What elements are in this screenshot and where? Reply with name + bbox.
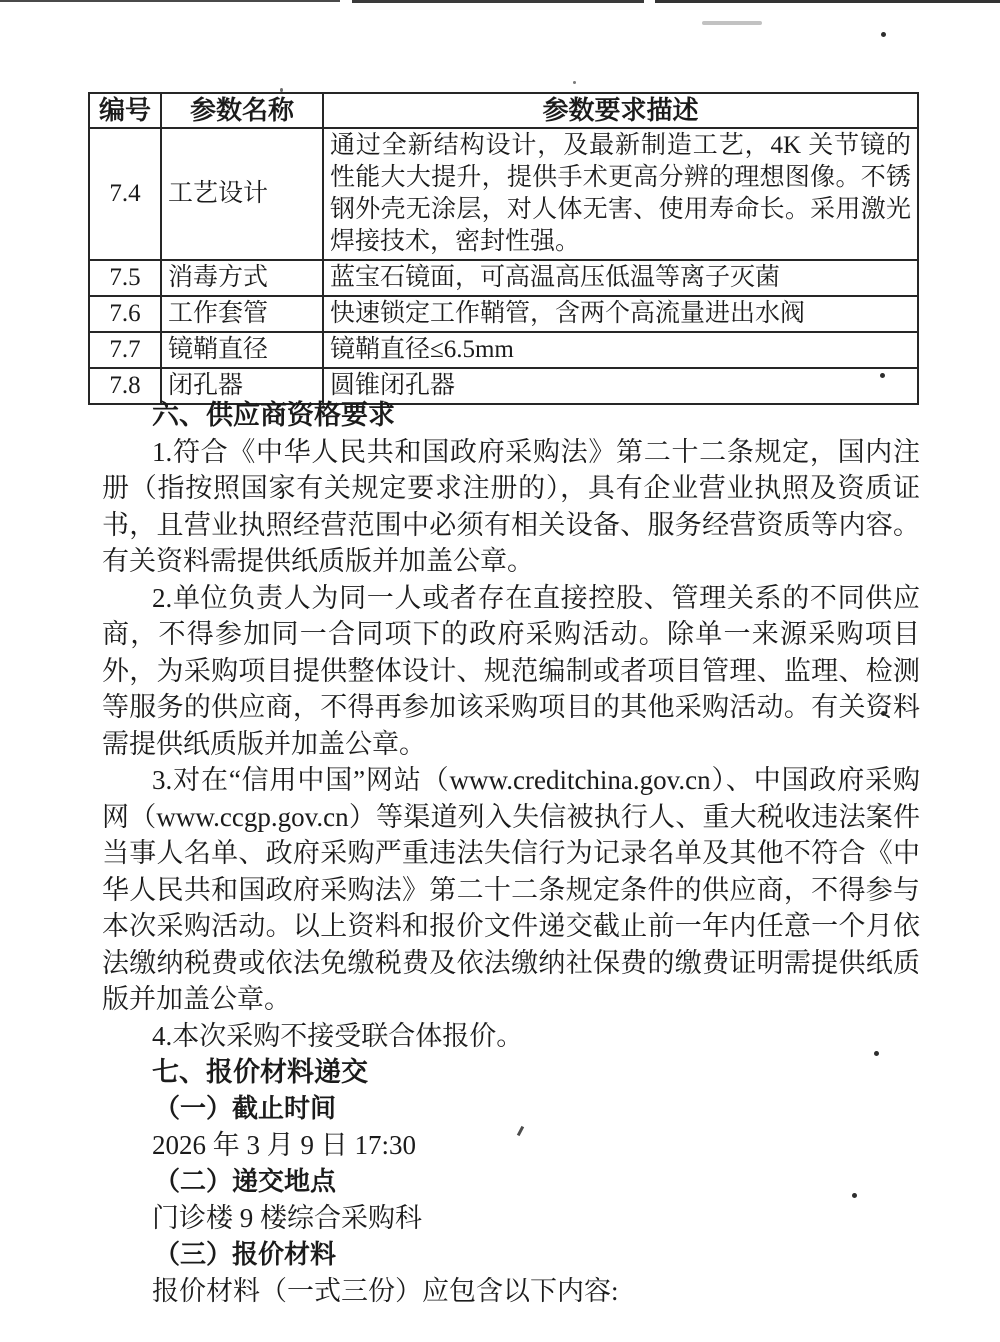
- section-7-item-1-value: 2026 年 3 月 9 日 17:30: [152, 1130, 417, 1160]
- section-6-paragraph-2: 2.单位负责人为同一人或者存在直接控股、管理关系的不同供应商，不得参加同一合同项下的政府采购活动。除单一来源采购项目外，为采购项目提供整体设计、规范编制或者项目管理、监理、检测等服务的供应商，不得再参加该采购项目的其他采购活动。有关资料需提供纸质版并加盖公章。: [102, 582, 920, 759]
- cell-id: 7.8: [89, 368, 161, 404]
- spec-table: [88, 92, 919, 405]
- cell-name: 镜鞘直径: [161, 332, 323, 368]
- cell-desc: 镜鞘直径≤6.5mm: [323, 332, 918, 368]
- table-header-row: [89, 93, 918, 128]
- section-6-heading: 六、供应商资格要求: [152, 400, 395, 430]
- section-6-paragraph-4: 4.本次采购不接受联合体报价。: [152, 1020, 524, 1051]
- cell-name: 工艺设计: [161, 128, 323, 260]
- section-7-item-1-label: （一）截止时间: [154, 1093, 337, 1123]
- scan-edge-artifact: [655, 0, 1000, 3]
- column-header-id: 编号: [89, 93, 161, 128]
- document-body: [102, 397, 920, 1310]
- cell-desc: 通过全新结构设计，及最新制造工艺，4K 关节镜的性能大大提升，提供手术更高分辨的理想图像。不锈钢外壳无涂层，对人体无害、使用寿命长。采用激光焊接技术，密封性强。: [323, 128, 918, 260]
- table-row-7-4: [89, 128, 918, 260]
- scan-dot-artifact: [881, 32, 886, 37]
- scan-edge-artifact: [352, 0, 644, 3]
- cell-name: 闭孔器: [161, 368, 323, 404]
- table-row-7-5: [89, 260, 918, 296]
- section-7-item-2-value: 门诊楼 9 楼综合采购科: [152, 1203, 422, 1233]
- cell-id: 7.6: [89, 296, 161, 332]
- cell-name: 消毒方式: [161, 260, 323, 296]
- scan-dot-artifact: [573, 81, 576, 84]
- section-6-paragraph-1: 1.符合《中华人民共和国政府采购法》第二十二条规定，国内注册（指按照国家有关规定要求注册的），具有企业营业执照及资质证书，且营业执照经营范围中必须有相关设备、服务经营资质等内容。有关资料需提供纸质版并加盖公章。: [102, 436, 920, 576]
- section-7-item-3-label: （三）报价材料: [154, 1239, 337, 1269]
- section-6-paragraph-3: 3.对在“信用中国”网站（www.creditchina.gov.cn）、中国政府采购网（www.ccgp.gov.cn）等渠道列入失信被执行人、重大税收违法案件当事人名单、政府采购严重违法失信行为记录名单及其他不符合《中华人民共和国政府采购法》第二十二条规定条件的供应商，不得参与本次采购活动。以上资料和报价文件递交截止前一年内任意一个月依法缴纳税费或依法免缴税费及依法缴纳社保费的缴费证明需提供纸质版并加盖公章。: [102, 765, 920, 1014]
- section-7-item-2-label: （二）递交地点: [154, 1166, 337, 1196]
- cell-desc: 快速锁定工作鞘管，含两个高流量进出水阀: [323, 296, 918, 332]
- section-7-heading: 七、报价材料递交: [152, 1057, 368, 1087]
- scan-edge-artifact: [0, 0, 340, 2]
- table-row-7-7: [89, 332, 918, 368]
- column-header-name: 参数名称: [161, 93, 323, 128]
- cell-id: 7.5: [89, 260, 161, 296]
- table-row-7-6: [89, 296, 918, 332]
- cell-id: 7.7: [89, 332, 161, 368]
- column-header-desc: 参数要求描述: [323, 93, 918, 128]
- cell-name: 工作套管: [161, 296, 323, 332]
- cell-desc: 蓝宝石镜面，可高温高压低温等离子灭菌: [323, 260, 918, 296]
- section-7-item-3-value: 报价材料（一式三份）应包含以下内容:: [152, 1276, 619, 1306]
- cell-desc: 圆锥闭孔器: [323, 368, 918, 404]
- scan-smudge-artifact: [702, 21, 762, 25]
- cell-id: 7.4: [89, 128, 161, 260]
